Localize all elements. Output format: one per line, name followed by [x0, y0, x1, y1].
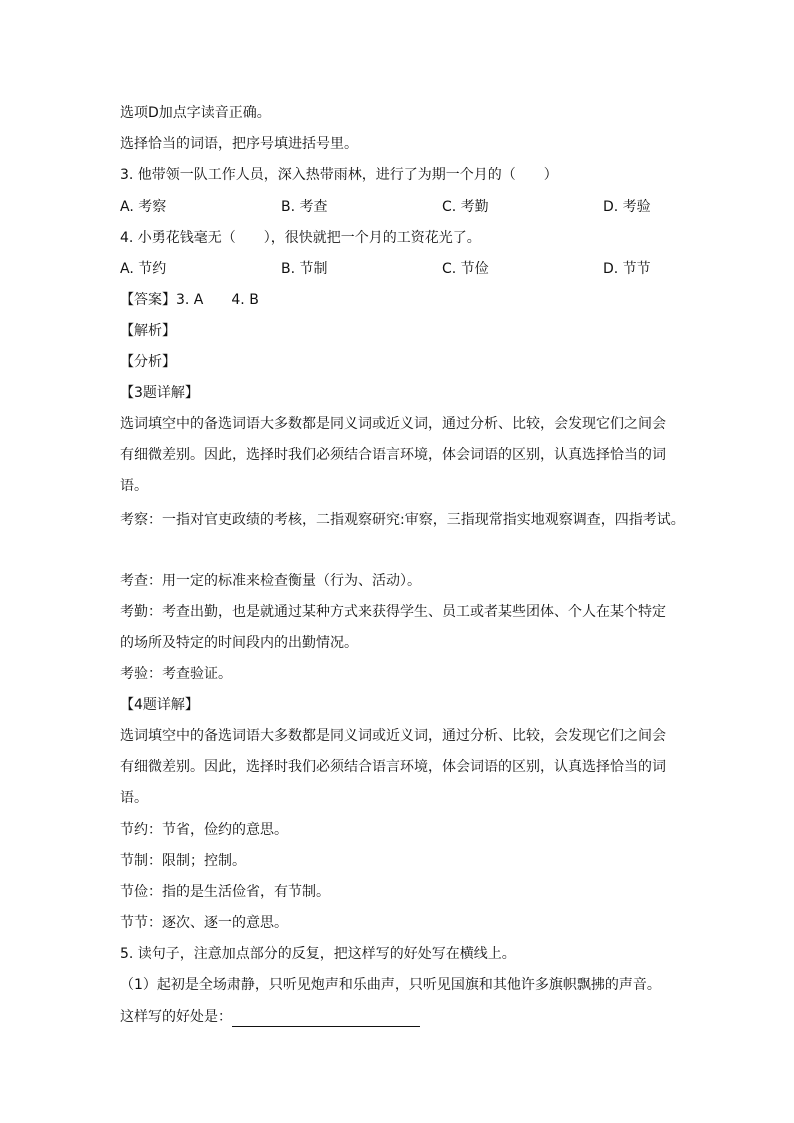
- question-5: 5. 读句子，注意加点部分的反复，把这样写的好处写在横线上。: [120, 946, 516, 962]
- heading-jiexi: 【解析】: [120, 323, 176, 339]
- heading-q3-detail: 【3题详解】: [120, 385, 199, 401]
- definition-kaocha: 考察：一指对官吏政绩的考核，二指观察研究:审察，三指现常指实地观察调查，四指考试。: [120, 512, 685, 528]
- prev-answer-note: 选项D加点字读音正确。: [120, 105, 271, 121]
- paragraph-line: 有细微差别。因此，选择时我们必须结合语言环境，体会词语的区别，认真选择恰当的词: [120, 447, 666, 463]
- definition-kaoqin: 考勤：考查出勤，也是就通过某种方式来获得学生、员工或者某些团体、个人在某个特定: [120, 604, 666, 620]
- answer-blank[interactable]: [232, 1010, 420, 1027]
- question-4-options: [120, 259, 764, 279]
- question-3-options: [120, 197, 764, 217]
- paragraph-line: 选词填空中的备选词语大多数都是同义词或近义词，通过分析、比较，会发现它们之间会: [120, 728, 666, 744]
- question-3: 3. 他带领一队工作人员，深入热带雨林，进行了为期一个月的（ ）: [120, 167, 558, 183]
- heading-q4-detail: 【4题详解】: [120, 697, 199, 713]
- instruction: 选择恰当的词语，把序号填进括号里。: [120, 136, 358, 152]
- question-5-sentence: （1）起初是全场肃静，只听见炮声和乐曲声，只听见国旗和其他许多旗帜飘拂的声音。: [120, 977, 661, 993]
- definition-jiejie: 节节：逐次、逐一的意思。: [120, 915, 288, 931]
- heading-fenxi: 【分析】: [120, 354, 176, 370]
- option-c: C. 考勤: [442, 199, 489, 215]
- option-a: A. 考察: [120, 199, 167, 215]
- answer-line: 【答案】3. A 4. B: [120, 292, 259, 308]
- definition-jiejian: 节俭：指的是生活俭省，有节制。: [120, 884, 330, 900]
- definition-jieyue: 节约：节省，俭约的意思。: [120, 822, 288, 838]
- question-5-answer-line: [120, 1007, 420, 1027]
- answer-prompt: 这样写的好处是：: [120, 1009, 232, 1025]
- definition-kaocha2: 考查：用一定的标准来检查衡量（行为、活动）。: [120, 573, 421, 589]
- question-4: 4. 小勇花钱毫无（ ），很快就把一个月的工资花光了。: [120, 230, 481, 246]
- paragraph-line: 选词填空中的备选词语大多数都是同义词或近义词，通过分析、比较，会发现它们之间会: [120, 416, 666, 432]
- paragraph-line: 语。: [120, 790, 148, 806]
- option-b: B. 节制: [281, 261, 328, 277]
- option-b: B. 考查: [281, 199, 328, 215]
- definition-jiezhi: 节制：限制；控制。: [120, 853, 246, 869]
- option-c: C. 节俭: [442, 261, 489, 277]
- definition-kaoyan: 考验：考查验证。: [120, 666, 232, 682]
- option-d: D. 节节: [603, 261, 651, 277]
- definition-kaoqin-cont: 的场所及特定的时间段内的出勤情况。: [120, 635, 358, 651]
- option-a: A. 节约: [120, 261, 167, 277]
- paragraph-line: 语。: [120, 478, 148, 494]
- paragraph-line: 有细微差别。因此，选择时我们必须结合语言环境，体会词语的区别，认真选择恰当的词: [120, 759, 666, 775]
- option-d: D. 考验: [603, 199, 651, 215]
